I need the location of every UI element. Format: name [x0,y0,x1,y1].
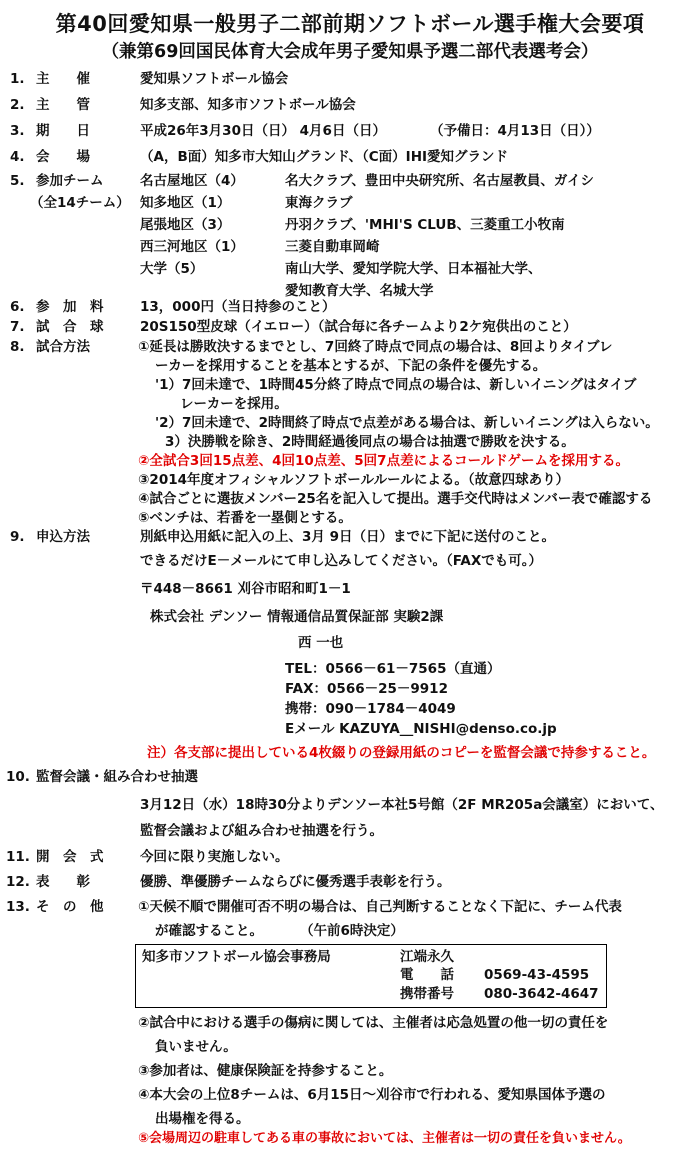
section-label: 参 加 料 [36,299,104,315]
section-value: 優勝、準優勝チームならびに優秀選手表彰を行う。 [140,874,451,890]
rule-line: 3）決勝戦を除き、2時間経過後同点の場合は抽選で勝敗を決する。 [165,434,575,450]
postal-address: 〒448－8661 刈谷市昭和町1－1 [140,581,351,597]
section-number: 6. [10,299,25,315]
section-number: 7. [10,319,25,335]
district-name: 知多地区（1） [140,195,231,211]
section-number: 3. [10,123,25,139]
page-title: 第40回愛知県一般男子二部前期ソフトボール選手権大会要項 [55,12,645,36]
mobile-label: 携帯番号 [400,986,454,1002]
other-item: 負いません。 [155,1039,237,1055]
rule-line: '2）7回未達で、2時間終了時点で点差がある場合は、新しいイニングは入らない。 [155,415,659,431]
section-sublabel: （全14チーム） [30,195,130,211]
contact-tel: TEL：0566－61－7565（直通） [285,661,501,677]
section-label: 参加チーム [36,173,104,189]
section-value: 知多支部、知多市ソフトボール協会 [140,97,356,113]
rule-line: レーカーを採用。 [180,396,288,412]
section-label: 表 彰 [36,874,90,890]
page-subtitle: （兼第69回国民体育大会成年男子愛知県予選二部代表選考会） [101,42,599,62]
district-teams: 名大クラブ、豊田中央研究所、名古屋教員、ガイシ [285,173,595,189]
district-teams: 丹羽クラブ、'MHI'S CLUB、三菱重工小牧南 [285,217,565,233]
meeting-line: 3月12日（水）18時30分よりデンソー本社5号館（2F MR205a会議室）において、 [140,797,664,813]
section-label: 主 催 [36,71,90,87]
contact-org: 知多市ソフトボール協会事務局 [142,949,331,965]
section-label: 期 日 [36,123,90,139]
district-teams-continued: 愛知教育大学、名城大学 [285,283,434,299]
rule-line-called-game: ②全試合3回15点差、4回10点差、5回7点差によるコールドゲームを採用する。 [138,453,630,469]
section-number: 11. [6,849,30,865]
section-value: 今回に限り実施しない。 [140,849,289,865]
rule-line: ①延長は勝敗決するまでとし、7回終了時点で同点の場合は、8回よりタイブレ [138,339,613,355]
section-number: 9. [10,529,25,545]
other-item: が確認すること。 [155,923,263,939]
district-name: 大学（5） [140,261,204,277]
rule-line: '1）7回未達で、1時間45分終了時点で同点の場合は、新しいイニングはタイブ [155,377,637,393]
district-name: 名古屋地区（4） [140,173,244,189]
decision-time: （午前6時決定） [300,923,404,939]
section-value: 平成26年3月30日（日） 4月6日（日） [140,123,386,139]
section-value: 愛知県ソフトボール協会 [140,71,289,87]
section-number: 1. [10,71,25,87]
district-teams: 南山大学、愛知学院大学、日本福祉大学、 [285,261,542,277]
phone-label: 電 話 [400,967,454,983]
section-label: 試合方法 [36,339,90,355]
company-name: 株式会社 デンソー 情報通信品質保証部 実験2課 [150,609,444,625]
section-value: 13，000円（当日持参のこと） [140,299,336,315]
section-label: 開 会 式 [36,849,104,865]
section-number: 8. [10,339,25,355]
other-item: ①天候不順で開催可否不明の場合は、自己判断することなく下記に、チーム代表 [138,899,622,915]
district-name: 尾張地区（3） [140,217,231,233]
section-label: 主 管 [36,97,90,113]
reserve-date: （予備日：4月13日（日）） [430,123,600,139]
district-teams: 東海クラブ [285,195,353,211]
section-label: そ の 他 [36,899,104,915]
section-label: 試 合 球 [36,319,104,335]
district-name: 西三河地区（1） [140,239,244,255]
rule-line: ③2014年度オフィシャルソフトボールルールによる。（故意四球あり） [138,472,570,488]
meeting-line: 監督会議および組み合わせ抽選を行う。 [140,823,383,839]
section-number: 10. [6,769,30,785]
section-value: 20S150型皮球（イエロー）（試合毎に各チームより2ケ宛供出のこと） [140,319,577,335]
section-label: 申込方法 [36,529,90,545]
application-note: 注）各支部に提出している4枚綴りの登録用紙のコピーを監督会議で持参すること。 [147,745,656,761]
application-line: 別紙申込用紙に記入の上、3月 9日（日）までに下記に送付のこと。 [140,529,555,545]
rule-line: ーカーを採用することを基本とするが、下記の条件を優先する。 [155,358,547,374]
contact-person: 西 一也 [298,635,344,651]
other-item: ④本大会の上位8チームは、6月15日～刈谷市で行われる、愛知県国体予選の [138,1087,606,1103]
contact-name: 江端永久 [400,949,454,965]
section-number: 5. [10,173,25,189]
contact-fax: FAX：0566－25－9912 [285,681,448,697]
section-number: 12. [6,874,30,890]
other-item: 出場権を得る。 [155,1111,250,1127]
rule-line: ⑤ベンチは、若番を一塁側とする。 [138,510,352,526]
mobile-number: 080-3642-4647 [484,986,599,1002]
other-item: ③参加者は、健康保険証を持参すること。 [138,1063,393,1079]
contact-email[interactable]: Eメール KAZUYA__NISHI@denso.co.jp [285,721,557,737]
contact-mobile: 携帯：090－1784－4049 [285,701,456,717]
application-line: できるだけE－メールにて申し込みしてください。（FAXでも可。） [140,553,542,569]
district-teams: 三菱自動車岡崎 [285,239,380,255]
rule-line: ④試合ごとに選抜メンバー25名を記入して提出。選手交代時はメンバー表で確認する [138,491,653,507]
section-number: 4. [10,149,25,165]
section-number: 13. [6,899,30,915]
other-item: ②試合中における選手の傷病に関しては、主催者は応急処置の他一切の責任を [138,1015,609,1031]
section-number: 2. [10,97,25,113]
section-label: 会 場 [36,149,90,165]
parking-disclaimer: ⑤会場周辺の駐車してある車の事故においては、主催者は一切の責任を負いません。 [138,1131,631,1146]
section-label: 監督会議・組み合わせ抽選 [36,769,198,785]
section-value: （A，B面）知多市大知山グランド、（C面）IHI愛知グランド [140,149,509,165]
phone-number: 0569-43-4595 [484,967,590,983]
